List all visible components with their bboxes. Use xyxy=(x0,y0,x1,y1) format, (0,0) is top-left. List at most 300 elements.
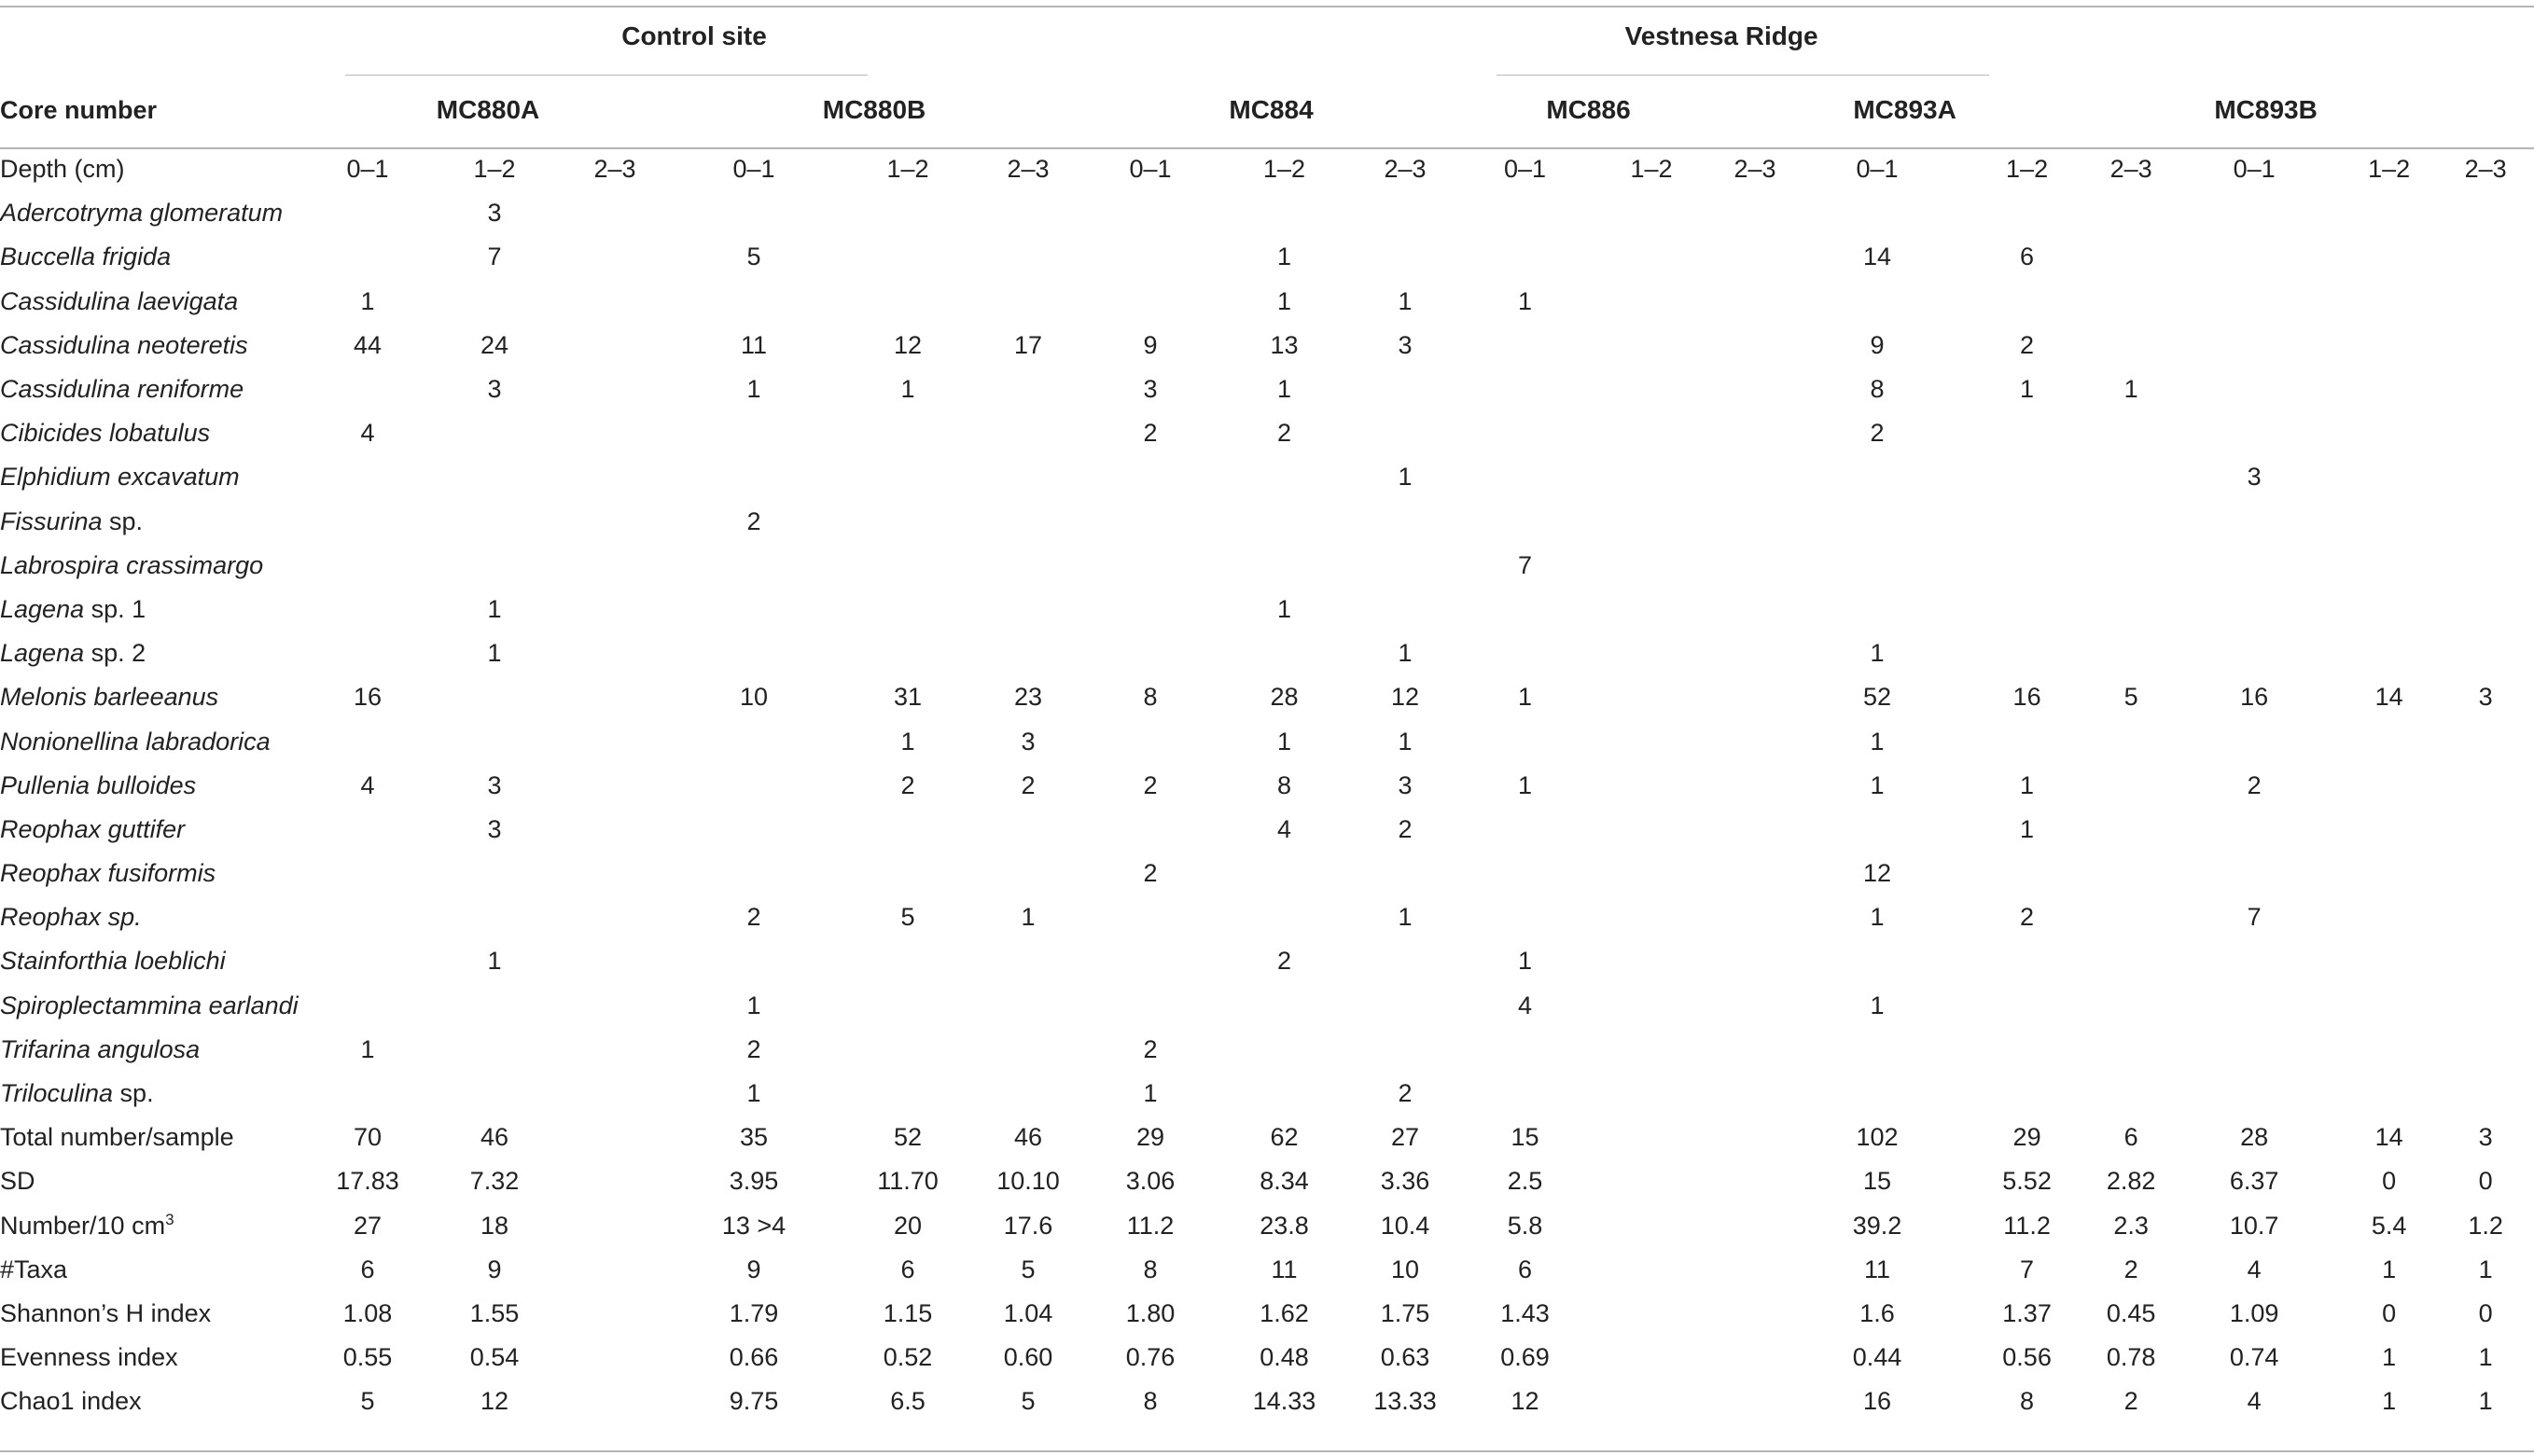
depth-cell: 1–2 xyxy=(1263,155,1306,184)
table-cell: 1 xyxy=(746,375,761,404)
table-cell xyxy=(1715,719,1795,763)
table-cell: 1 xyxy=(2382,1255,2397,1283)
table-cell xyxy=(668,280,840,324)
table-cell xyxy=(562,984,668,1028)
table-cell xyxy=(2167,280,2341,324)
depth-cell: 2–3 xyxy=(2464,155,2507,184)
table-cell: 23 xyxy=(1013,683,1043,712)
table-row xyxy=(0,1028,2534,1072)
table-cell xyxy=(1715,191,1795,235)
table-cell: 4 xyxy=(1277,814,1292,843)
table-cell xyxy=(668,939,840,983)
table-cell xyxy=(2095,324,2167,367)
table-cell xyxy=(1959,500,2095,544)
table-cell: 4 xyxy=(1518,991,1533,1019)
table-cell: 11.2 xyxy=(1126,1211,1175,1240)
table-cell xyxy=(2167,191,2341,235)
row-label xyxy=(0,1116,308,1159)
table-cell: 8 xyxy=(1277,770,1292,799)
table-cell xyxy=(2095,852,2167,895)
table-cell xyxy=(1959,1072,2095,1116)
table-cell xyxy=(1588,939,1715,983)
table-cell xyxy=(2437,764,2534,808)
table-cell: 29 xyxy=(1136,1123,1165,1152)
table-cell xyxy=(1715,235,1795,279)
table-cell xyxy=(1348,1028,1462,1072)
bottom-rule xyxy=(0,1450,2534,1452)
table-cell xyxy=(1588,808,1715,852)
table-cell: 4 xyxy=(360,770,375,799)
table-cell xyxy=(1462,631,1588,675)
table-cell xyxy=(1588,367,1715,411)
table-cell xyxy=(2437,939,2534,983)
table-cell xyxy=(562,588,668,631)
table-cell: 2 xyxy=(1143,1034,1158,1063)
table-cell xyxy=(427,895,562,939)
table-cell xyxy=(2167,324,2341,367)
table-cell xyxy=(1348,500,1462,544)
table-cell xyxy=(1795,544,1959,588)
table-cell: 1 xyxy=(487,639,502,668)
row-label xyxy=(0,500,308,544)
table-cell xyxy=(2437,367,2534,411)
table-cell xyxy=(1220,455,1348,499)
row-label xyxy=(0,544,308,588)
table-cell xyxy=(427,675,562,719)
row-label-text: Melonis barleeanus xyxy=(0,683,219,712)
table-cell xyxy=(308,895,427,939)
table-cell xyxy=(308,1072,427,1116)
table-cell xyxy=(2167,1028,2341,1072)
table-cell: 15 xyxy=(1511,1123,1539,1152)
row-label xyxy=(0,764,308,808)
depth-cell: 0–1 xyxy=(1504,155,1547,184)
table-cell: 1 xyxy=(1518,770,1533,799)
table-cell xyxy=(308,939,427,983)
table-cell: 1 xyxy=(1870,991,1885,1019)
table-cell xyxy=(2095,500,2167,544)
table-cell: 102 xyxy=(1856,1123,1899,1152)
table-cell xyxy=(1715,455,1795,499)
row-label-text: Cassidulina laevigata xyxy=(0,286,239,315)
table-cell xyxy=(976,544,1080,588)
table-cell: 5.52 xyxy=(2002,1167,2052,1196)
depth-row xyxy=(0,147,2534,191)
table-cell: 12 xyxy=(1863,859,1892,888)
table-cell xyxy=(1795,455,1959,499)
row-label-text: Pullenia bulloides xyxy=(0,770,197,799)
table-cell: 1.43 xyxy=(1500,1298,1550,1327)
table-cell xyxy=(840,280,976,324)
table-cell: 0 xyxy=(2382,1298,2397,1327)
table-cell: 14 xyxy=(1863,243,1892,271)
table-cell xyxy=(2341,411,2437,455)
table-cell xyxy=(2437,719,2534,763)
table-cell xyxy=(2437,588,2534,631)
table-cell xyxy=(1348,235,1462,279)
table-cell xyxy=(1588,500,1715,544)
row-label xyxy=(0,235,308,279)
table-cell: 6 xyxy=(2020,243,2035,271)
table-cell xyxy=(840,939,976,983)
table-cell: 0 xyxy=(2382,1167,2397,1196)
table-cell xyxy=(1080,235,1220,279)
row-label-text: Reophax guttifer xyxy=(0,814,186,843)
table-cell: 3 xyxy=(2478,683,2493,712)
row-label xyxy=(0,191,308,235)
table-cell xyxy=(840,455,976,499)
table-cell xyxy=(2341,367,2437,411)
table-cell xyxy=(1715,588,1795,631)
table-cell: 3.95 xyxy=(729,1167,779,1196)
table-cell: 23.8 xyxy=(1260,1211,1309,1240)
table-cell xyxy=(427,411,562,455)
table-cell: 0.45 xyxy=(2106,1298,2156,1327)
table-cell: 3 xyxy=(1398,330,1413,359)
table-cell xyxy=(1795,1072,1959,1116)
table-cell xyxy=(1588,1336,1715,1380)
table-cell xyxy=(1348,411,1462,455)
table-row xyxy=(0,324,2534,367)
table-cell xyxy=(2095,895,2167,939)
table-cell xyxy=(668,764,840,808)
table-cell xyxy=(1715,324,1795,367)
table-cell: 1 xyxy=(360,1034,375,1063)
table-cell xyxy=(1715,852,1795,895)
table-cell xyxy=(2341,895,2437,939)
table-cell: 0.60 xyxy=(1003,1343,1053,1372)
table-row xyxy=(0,191,2534,235)
table-cell: 1.6 xyxy=(1859,1298,1895,1327)
table-cell xyxy=(2341,984,2437,1028)
table-row xyxy=(0,764,2534,808)
table-cell xyxy=(1462,500,1588,544)
table-cell: 1.04 xyxy=(1003,1298,1053,1327)
table-cell xyxy=(308,455,427,499)
table-cell: 2.3 xyxy=(2113,1211,2149,1240)
depth-cell: 2–3 xyxy=(1733,155,1776,184)
table-cell xyxy=(1080,455,1220,499)
row-label-text: Cassidulina neoteretis xyxy=(0,330,248,359)
table-cell xyxy=(1715,544,1795,588)
table-cell xyxy=(308,191,427,235)
table-cell xyxy=(1588,764,1715,808)
table-cell: 1.80 xyxy=(1125,1298,1176,1327)
table-row xyxy=(0,500,2534,544)
table-cell: 3 xyxy=(2247,463,2262,492)
table-cell xyxy=(1588,1028,1715,1072)
table-cell xyxy=(2095,280,2167,324)
table-cell xyxy=(2095,588,2167,631)
table-cell xyxy=(2095,235,2167,279)
table-row xyxy=(0,1159,2534,1203)
table-cell: 0.76 xyxy=(1125,1343,1176,1372)
depth-cell: 0–1 xyxy=(1856,155,1899,184)
species-rows xyxy=(0,191,2534,1116)
table-cell xyxy=(1959,1028,2095,1072)
depth-cell: 0–1 xyxy=(2233,155,2276,184)
row-label xyxy=(0,1072,308,1116)
table-cell xyxy=(1080,280,1220,324)
table-cell xyxy=(1348,588,1462,631)
table-cell: 2 xyxy=(2247,770,2262,799)
table-cell xyxy=(2095,455,2167,499)
table-cell: 1 xyxy=(1398,463,1413,492)
table-cell xyxy=(840,588,976,631)
table-cell xyxy=(562,1380,668,1423)
table-cell: 24 xyxy=(480,330,509,359)
table-cell xyxy=(1462,808,1588,852)
table-cell xyxy=(2437,411,2534,455)
table-cell: 10.10 xyxy=(996,1167,1060,1196)
table-cell: 13 xyxy=(1270,330,1299,359)
table-cell: 7.32 xyxy=(469,1167,520,1196)
table-cell xyxy=(2341,939,2437,983)
table-cell xyxy=(562,411,668,455)
row-label-text: Reophax sp. xyxy=(0,903,142,932)
table-cell: 0.56 xyxy=(2002,1343,2052,1372)
table-cell xyxy=(1715,939,1795,983)
table-cell xyxy=(1462,852,1588,895)
table-cell: 52 xyxy=(893,1123,923,1152)
table-cell: 11 xyxy=(1271,1255,1298,1283)
table-cell xyxy=(1715,1116,1795,1159)
table-cell: 0.66 xyxy=(729,1343,779,1372)
table-cell xyxy=(2167,411,2341,455)
table-cell xyxy=(976,235,1080,279)
table-row xyxy=(0,808,2534,852)
table-cell: 1 xyxy=(2478,1255,2493,1283)
table-cell xyxy=(2167,544,2341,588)
table-cell: 7 xyxy=(487,243,502,271)
table-cell xyxy=(2341,455,2437,499)
table-cell xyxy=(1959,588,2095,631)
table-cell xyxy=(562,852,668,895)
table-cell xyxy=(562,367,668,411)
table-cell: 9 xyxy=(746,1255,761,1283)
table-cell: 1.15 xyxy=(883,1298,933,1327)
table-cell: 1 xyxy=(1398,727,1413,756)
table-cell xyxy=(562,675,668,719)
table-cell xyxy=(2167,631,2341,675)
depth-cell: 2–3 xyxy=(593,155,636,184)
table-cell: 12 xyxy=(893,330,923,359)
table-cell xyxy=(840,411,976,455)
core-label: MC880A xyxy=(436,95,540,124)
table-cell xyxy=(562,808,668,852)
table-cell xyxy=(2167,852,2341,895)
table-cell xyxy=(2437,1028,2534,1072)
table-cell xyxy=(1220,895,1348,939)
table-cell xyxy=(1588,675,1715,719)
table-cell xyxy=(427,544,562,588)
depth-cell: 1–2 xyxy=(473,155,516,184)
table-cell: 52 xyxy=(1863,683,1892,712)
table-cell: 2 xyxy=(2123,1387,2138,1416)
table-cell xyxy=(2095,191,2167,235)
table-cell xyxy=(1080,631,1220,675)
table-cell xyxy=(1715,764,1795,808)
table-cell: 10.4 xyxy=(1380,1211,1430,1240)
table-cell: 0 xyxy=(2478,1167,2493,1196)
table-cell: 8.34 xyxy=(1260,1167,1309,1196)
table-cell xyxy=(1220,984,1348,1028)
table-cell xyxy=(840,984,976,1028)
table-cell xyxy=(2437,1072,2534,1116)
table-cell xyxy=(1080,500,1220,544)
table-cell xyxy=(562,1116,668,1159)
row-label-text: Adercotryma glomeratum xyxy=(0,199,284,228)
table-cell xyxy=(976,500,1080,544)
table-cell xyxy=(1959,544,2095,588)
table-cell xyxy=(2167,367,2341,411)
table-cell xyxy=(1462,235,1588,279)
table-cell: 1 xyxy=(2382,1343,2397,1372)
table-cell xyxy=(1220,191,1348,235)
table-row xyxy=(0,852,2534,895)
table-cell: 4 xyxy=(360,419,375,448)
table-cell xyxy=(1715,984,1795,1028)
table-cell xyxy=(976,808,1080,852)
table-cell: 1 xyxy=(1870,727,1885,756)
table-cell xyxy=(976,852,1080,895)
table-cell xyxy=(562,764,668,808)
table-cell xyxy=(1959,280,2095,324)
table-cell xyxy=(668,191,840,235)
table-cell: 6.5 xyxy=(890,1387,926,1416)
table-cell: 1 xyxy=(2478,1343,2493,1372)
row-label-text: Cibicides lobatulus xyxy=(0,419,211,448)
table-cell: 1.75 xyxy=(1380,1298,1430,1327)
table-cell: 1 xyxy=(2123,375,2138,404)
table-cell: 5 xyxy=(746,243,761,271)
table-row xyxy=(0,631,2534,675)
table-cell xyxy=(2437,544,2534,588)
table-cell xyxy=(1462,367,1588,411)
table-cell xyxy=(2095,544,2167,588)
table-cell: 1 xyxy=(1021,903,1036,932)
table-cell: 2 xyxy=(2020,330,2035,359)
table-cell: 1 xyxy=(900,727,915,756)
table-cell: 0.78 xyxy=(2106,1343,2156,1372)
table-cell: 70 xyxy=(353,1123,383,1152)
table-cell xyxy=(1959,719,2095,763)
table-cell: 0.54 xyxy=(469,1343,520,1372)
table-cell: 62 xyxy=(1270,1123,1299,1152)
table-cell: 5 xyxy=(1021,1255,1036,1283)
table-cell: 6 xyxy=(2123,1123,2138,1152)
table-cell xyxy=(2167,939,2341,983)
table-cell xyxy=(2095,719,2167,763)
table-cell xyxy=(1715,367,1795,411)
table-row xyxy=(0,1248,2534,1292)
table-cell xyxy=(1348,984,1462,1028)
table-cell xyxy=(1588,1380,1715,1423)
table-row xyxy=(0,280,2534,324)
table-cell: 1 xyxy=(2478,1387,2493,1416)
table-cell: 13 >4 xyxy=(721,1211,787,1240)
table-cell xyxy=(1795,280,1959,324)
table-cell: 16 xyxy=(1863,1387,1892,1416)
table-cell xyxy=(2341,191,2437,235)
row-label xyxy=(0,1028,308,1072)
table-cell: 5 xyxy=(360,1387,375,1416)
table-cell xyxy=(1220,1028,1348,1072)
row-label-suffix: sp. 1 xyxy=(84,594,146,623)
table-cell xyxy=(1080,939,1220,983)
row-label xyxy=(0,675,308,719)
table-cell xyxy=(1715,280,1795,324)
table-cell: 1.37 xyxy=(2002,1298,2052,1327)
table-cell xyxy=(427,1072,562,1116)
table-row xyxy=(0,411,2534,455)
table-cell xyxy=(1348,544,1462,588)
row-label xyxy=(0,1292,308,1336)
table-cell: 13.33 xyxy=(1373,1387,1437,1416)
table-cell xyxy=(1220,1072,1348,1116)
table-cell: 18 xyxy=(480,1211,509,1240)
table-cell: 1 xyxy=(1870,770,1885,799)
table-cell: 0.44 xyxy=(1852,1343,1902,1372)
table-cell: 6 xyxy=(360,1255,375,1283)
table-cell xyxy=(2167,808,2341,852)
table-cell xyxy=(1715,631,1795,675)
table-cell xyxy=(668,588,840,631)
table-cell: 14 xyxy=(2374,1123,2403,1152)
table-cell: 44 xyxy=(353,330,383,359)
table-cell xyxy=(840,1072,976,1116)
table-cell: 1 xyxy=(487,594,502,623)
table-cell: 3.36 xyxy=(1380,1167,1430,1196)
table-cell xyxy=(976,984,1080,1028)
table-cell xyxy=(1220,500,1348,544)
table-cell: 6.37 xyxy=(2229,1167,2279,1196)
table-row xyxy=(0,1204,2534,1248)
row-label xyxy=(0,852,308,895)
table-cell xyxy=(976,1072,1080,1116)
table-cell: 1 xyxy=(1518,683,1533,712)
table-cell xyxy=(1588,719,1715,763)
table-cell xyxy=(2437,455,2534,499)
table-cell: 12 xyxy=(480,1387,509,1416)
table-cell: 20 xyxy=(893,1211,923,1240)
table-cell xyxy=(427,984,562,1028)
table-cell xyxy=(2437,895,2534,939)
table-cell xyxy=(427,852,562,895)
table-cell: 3.06 xyxy=(1125,1167,1176,1196)
table-cell xyxy=(1588,1204,1715,1248)
row-label xyxy=(0,411,308,455)
table-cell: 1 xyxy=(1277,594,1292,623)
table-cell: 2 xyxy=(746,1034,761,1063)
table-cell xyxy=(668,544,840,588)
table-cell: 5 xyxy=(900,903,915,932)
table-cell xyxy=(1715,895,1795,939)
table-cell xyxy=(1588,324,1715,367)
table-cell: 3 xyxy=(487,199,502,228)
table-cell xyxy=(562,719,668,763)
table-cell xyxy=(1959,852,2095,895)
row-label-text: Elphidium excavatum xyxy=(0,463,240,492)
table-cell: 14.33 xyxy=(1252,1387,1316,1416)
table-cell xyxy=(1462,411,1588,455)
row-label-text: Evenness index xyxy=(0,1343,178,1372)
row-label xyxy=(0,939,308,983)
table-cell xyxy=(2437,324,2534,367)
table-cell xyxy=(2437,280,2534,324)
depth-cell: 0–1 xyxy=(346,155,389,184)
core-number-label: Core number xyxy=(0,95,158,124)
